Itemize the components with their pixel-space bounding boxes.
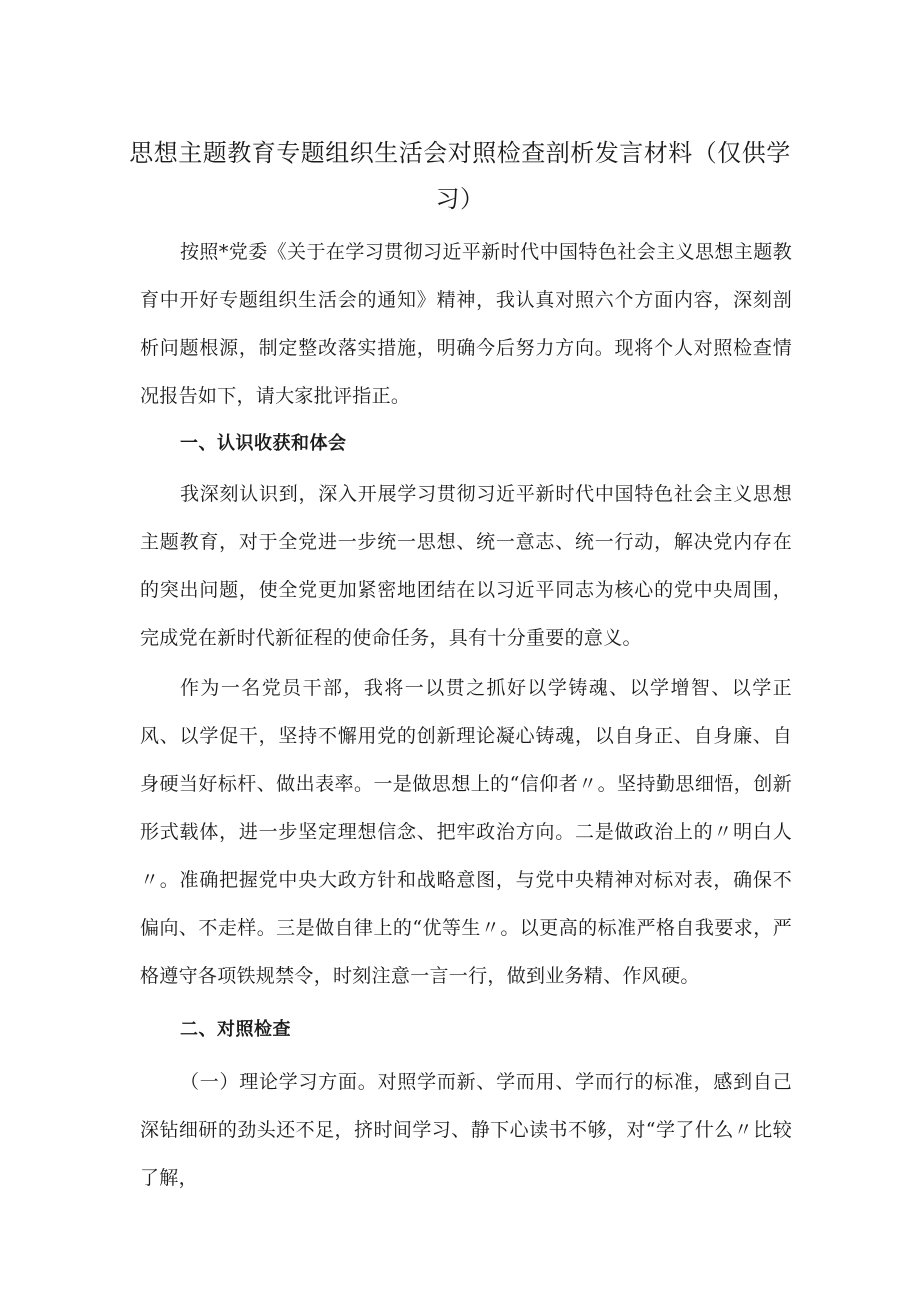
section2-paragraph-1: （一）理论学习方面。对照学而新、学而用、学而行的标准，感到自己深钻细研的劲头还不足，挤时间学习、静下心读书不够，对“学了什么〃比较了解，: [140, 1071, 792, 1189]
section-heading-2: 二、对照检查: [180, 1019, 291, 1040]
intro-paragraph: 按照*党委《关于在学习贯彻习近平新时代中国特色社会主义思想主题教育中开好专题组织生活会的通知》精神，我认真对照六个方面内容，深刻剖析问题根源，制定整改落实措施，明确今后努力方向。现将个人对照检查情况报告如下，请大家批评指正。: [140, 241, 792, 407]
document-title: 思想主题教育专题组织生活会对照检查剖析发言材料（仅供学习）: [129, 139, 791, 213]
section1-paragraph-2: 作为一名党员干部，我将一以贯之抓好以学铸魂、以学增智、以学正风、以学促干，坚持不懈用党的创新理论凝心铸魂，以自身正、自身廉、自身硬当好标杆、做出表率。一是做思想上的“信仰者〃。坚持勤思细悟，创新形式载体，进一步坚定理想信念、把牢政治方向。二是做政治上的〃明白人〃。准确把握党中央大政方针和战略意图，与党中央精神对标对表，确保不偏向、不走样。三是做自律上的“优等生〃。以更高的标准严格自我要求，严格遵守各项铁规禁令，时刻注意一言一行，做到业务精、作风硬。: [140, 677, 792, 987]
section1-paragraph-1: 我深刻认识到，深入开展学习贯彻习近平新时代中国特色社会主义思想主题教育，对于全党进一步统一思想、统一意志、统一行动，解决党内存在的突出问题，使全党更加紧密地团结在以习近平同志为核心的党中央周围，完成党在新时代新征程的使命任务，具有十分重要的意义。: [140, 483, 792, 649]
section-heading-1: 一、认识收获和体会: [180, 433, 347, 454]
